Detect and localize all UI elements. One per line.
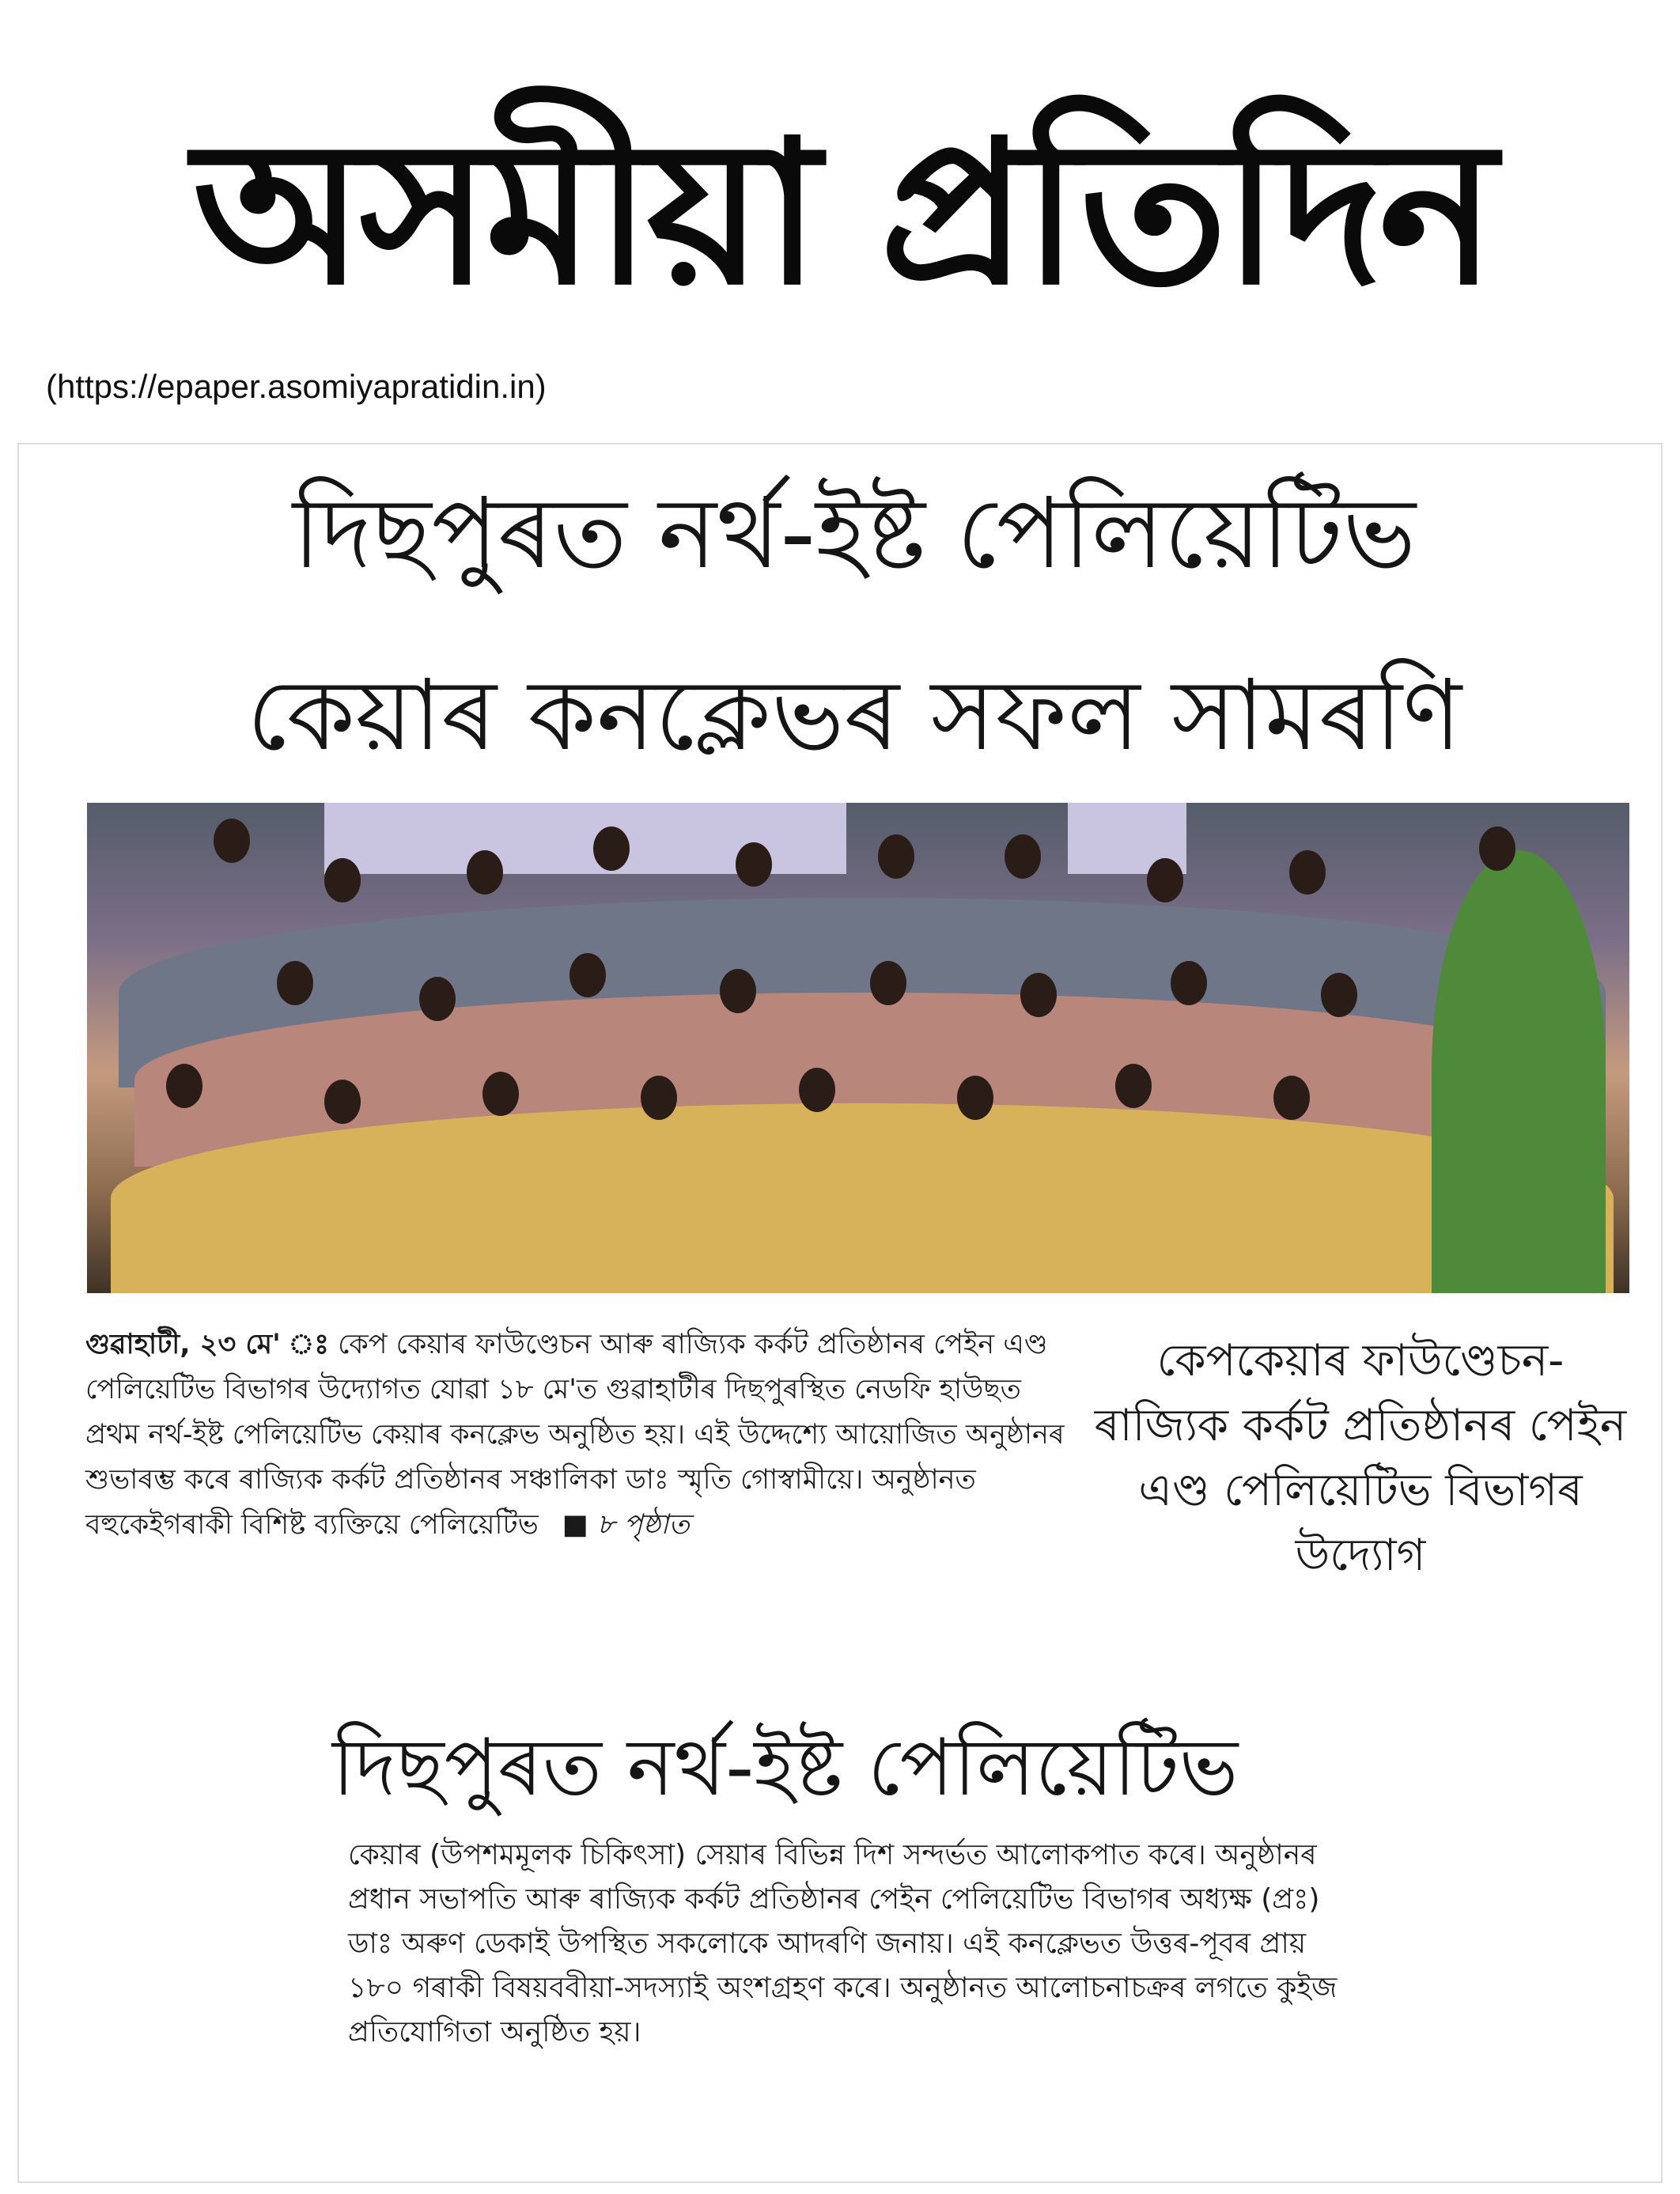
person-head [1321,973,1357,1017]
masthead-title: অসমীয়া প্ৰতিদিন [192,98,1493,328]
person-head [1273,1076,1310,1120]
person-head [277,961,313,1005]
article-body-continued: কেয়াৰ (উপশমমূলক চিকিৎসা) সেয়াৰ বিভিন্ন দিশ সন্দৰ্ভত আলোকপাত কৰে। অনুষ্ঠানৰ প্ৰধান সভাপতি আৰু ৰাজ্যিক কৰ্কট প্ৰতিষ্ঠানৰ পেইন পেলিয়েটিভ বিভাগৰ অধ্যক্ষ (প্ৰঃ) ডাঃ অৰুণ ডেকাই উপস্থিত সকলোকে আদৰণি জনায়। এই কনক্লেভত উত্তৰ-পূবৰ প্ৰায় ১৮০ গৰাকী বিষয়ববীয়া-সদস্যাই অংশগ্ৰহণ কৰে। অনুষ্ঠানত আলোচনাচক্ৰৰ লগতে কুইজ প্ৰতিযোগিতা অনুষ্ঠিত হয়। [348,1839,1338,2048]
person-head [419,977,456,1021]
person-head [1005,834,1041,879]
person-head [1115,1064,1152,1108]
person-head [1020,973,1057,1017]
person-head [870,961,906,1005]
person-head [1289,850,1326,895]
person-head [957,1076,993,1120]
article-body-first [85,1322,1074,1548]
person-head [467,850,503,895]
continuation-headline: দিছপুৰত নৰ্থ-ইষ্ট পেলিয়েটিভ [332,1721,1239,1814]
headline-line-1: দিছপুৰত নৰ্থ-ইষ্ট পেলিয়েটিভ [292,477,1417,591]
article-body-text: কেপ কেয়াৰ ফাউণ্ডেচন আৰু ৰাজ্যিক কৰ্কট প্ৰতিষ্ঠানৰ পেইন এণ্ড পেলিয়েটিভ বিভাগৰ উদ্যোগত যোৱা ১৮ মে'ত গুৱাহাটীৰ দিছপুৰস্থিত নেডফি হাউছত প্ৰথম নৰ্থ-ইষ্ট পেলিয়েটিভ কেয়াৰ কনক্লেভ অনুষ্ঠিত হয়। এই উদ্দেশ্যে আয়োজিত অনুষ্ঠানৰ শুভাৰম্ভ কৰে ৰাজ্যিক কৰ্কট প্ৰতিষ্ঠানৰ সঞ্চালিকা ডাঃ স্মৃতি গোস্বামীয়ে। অনুষ্ঠানত বহুকেইগৰাকী বিশিষ্ট ব্যক্তিয়ে পেলিয়েটিভ [85,1329,1065,1541]
headline-line-2: কেয়াৰ কনক্লেভৰ সফল সামৰণি [247,659,1462,773]
source-url: (https://epaper.asomiyapratidin.in) [46,368,547,405]
person-head [1479,827,1515,871]
person-head [569,953,606,997]
person-head [641,1076,677,1120]
person-head [324,858,361,902]
person-head [166,1064,202,1108]
person-head [482,1072,519,1116]
person-head [720,969,756,1013]
person-head [214,819,250,863]
person-head [799,1068,835,1112]
person-green-saree [1432,850,1606,1293]
person-head [878,834,914,879]
person-head [324,1080,361,1124]
person-head [1171,961,1207,1005]
group-photo [87,803,1629,1293]
person-head [736,842,772,887]
photo-caption-headline: কেপকেয়াৰ ফাউণ্ডেচন-ৰাজ্যিক কৰ্কট প্ৰতিষ্ঠানৰ পেইন এণ্ড পেলিয়েটিভ বিভাগৰ উদ্যোগ [1094,1335,1627,1581]
dateline: গুৱাহাটী, ২৩ মে' ঃ [85,1329,329,1360]
continued-on-page: ■ ৮ পৃষ্ঠাত [562,1509,690,1541]
person-head [1147,858,1183,902]
person-head [593,827,630,871]
crowd-front-row [111,1103,1614,1293]
